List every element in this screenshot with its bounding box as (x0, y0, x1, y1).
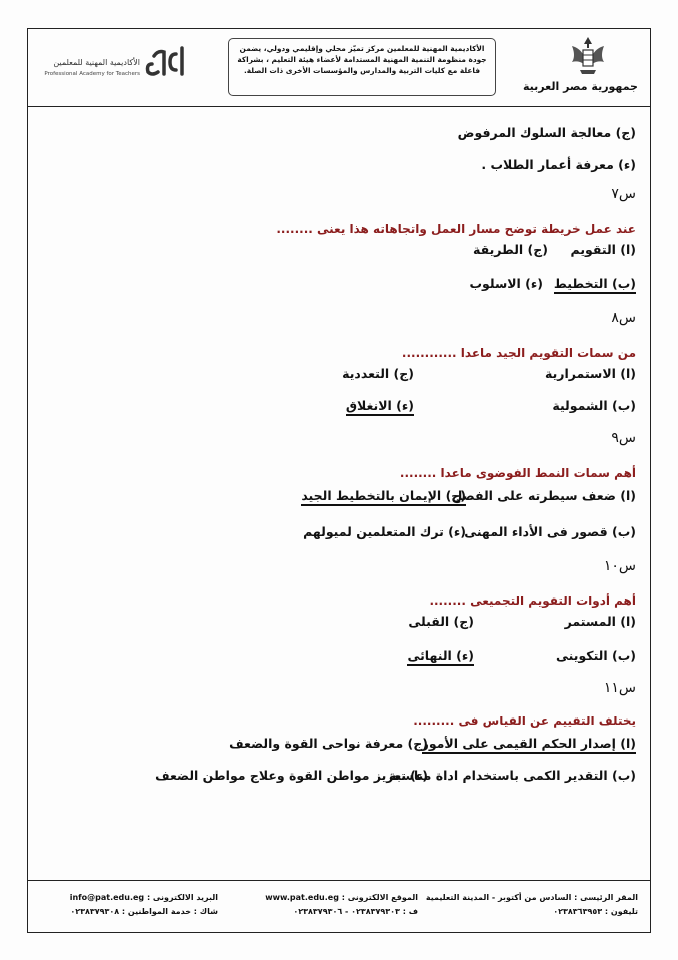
question-11-option-c: (ج) معرفة نواحى القوة والضعف (229, 736, 428, 751)
question-7-option-c: (ج) الطريقة (473, 242, 548, 257)
question-10-number: س١٠ (603, 558, 636, 574)
logo-arabic-name: الأكاديمية المهنية للمعلمين (53, 58, 140, 67)
question-10-option-d: (ء) النهائى (407, 648, 474, 663)
logo-english-name: Professional Academy for Teachers (44, 71, 140, 77)
prev-option-d: (ء) معرفة أعمار الطلاب . (481, 157, 636, 172)
republic-name: جمهورية مصر العربية (523, 80, 638, 93)
question-11-option-b: (ب) التقدير الكمى باستخدام اداة مناسبة (388, 768, 636, 783)
footer-fax: ف : ٠٢٣٨٣٧٩٣٠٣ - ٠٢٣٨٣٧٩٣٠٦ (293, 907, 418, 916)
question-7-text: عند عمل خريطة توضح مسار العمل واتجاهاته هذا يعنى ........ (276, 222, 636, 236)
academy-logo-icon (142, 44, 190, 80)
question-9-number: س٩ (611, 430, 636, 446)
footer-hotline: شاك : خدمة المواطنين : ٠٢٣٨٣٧٩٣٠٨ (70, 907, 218, 916)
header-divider (27, 106, 651, 107)
question-10-option-c: (ج) القبلى (408, 614, 474, 629)
footer-divider (27, 880, 651, 881)
question-10-option-a: (ا) المستمر (564, 614, 636, 629)
footer-address: المقر الرئيسى : السادس من أكتوبر - المدينة التعليمية (425, 893, 638, 902)
question-9-option-a: (ا) ضعف سيطرته على الفصل (451, 488, 636, 503)
footer-email: البريد الالكترونى : info@pat.edu.eg (69, 893, 218, 902)
question-8-option-c: (ج) التعددية (342, 366, 414, 381)
question-9-text: أهم سمات النمط الفوضوى ماعدا ........ (399, 466, 636, 480)
question-8-option-a: (ا) الاستمرارية (545, 366, 636, 381)
question-7-option-d: (ء) الاسلوب (469, 276, 543, 291)
academy-mission-box: الأكاديمية المهنية للمعلمين مركز تميّز محلي وإقليمي ودولي، يضمن جودة منظومة التنمية المهنية المستدامة لأعضاء هيئة التعليم ، بشراكة فاعلة مع كليات التربية والمدارس والمؤسسات الأخرى ذات الصلة. (228, 38, 496, 96)
question-8-number: س٨ (611, 310, 636, 326)
eagle-emblem-icon (568, 34, 608, 78)
question-10-text: أهم أدوات التقويم التجميعى ........ (429, 594, 636, 608)
question-7-number: س٧ (611, 186, 636, 202)
question-8-text: من سمات التقويم الجيد ماعدا ............ (401, 346, 636, 360)
question-8-option-b: (ب) الشمولية (552, 398, 636, 413)
footer-website: الموقع الالكترونى : www.pat.edu.eg (265, 893, 418, 902)
question-9-option-c: (ج) الإيمان بالتخطيط الجيد (301, 488, 466, 503)
question-9-option-b: (ب) قصور فى الأداء المهنى (464, 524, 636, 539)
question-8-option-d: (ء) الانغلاق (346, 398, 414, 413)
question-11-text: يختلف التقييم عن القياس فى ......... (413, 714, 636, 728)
question-9-option-d: (ء) ترك المتعلمين لميولهم (303, 524, 466, 539)
question-11-option-a: (ا) إصدار الحكم القيمى على الأمور (422, 736, 636, 751)
question-7-option-a: (ا) التقويم (570, 242, 636, 257)
prev-option-c: (ج) معالجة السلوك المرفوض (457, 125, 636, 140)
question-7-option-b: (ب) التخطيط (554, 276, 636, 291)
question-10-option-b: (ب) التكوينى (556, 648, 636, 663)
question-11-option-d: (ء) تعزيز مواطن القوة وعلاج مواطن الضعف (155, 768, 428, 783)
footer-phone: تليفون : ٠٢٣٨٣٦٣٩٥٣ (553, 907, 638, 916)
question-11-number: س١١ (603, 680, 636, 696)
